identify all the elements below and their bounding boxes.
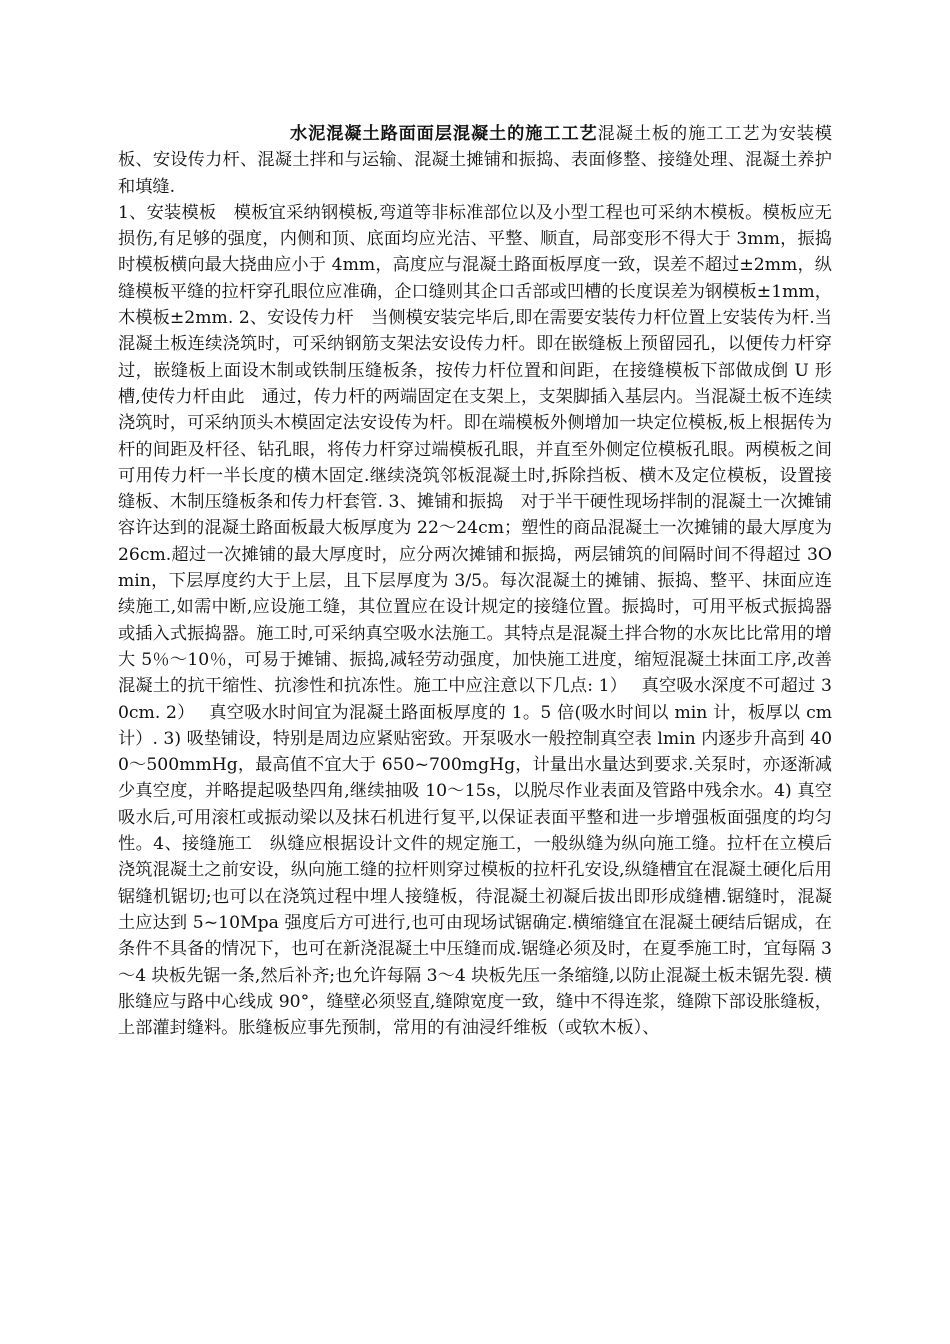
document-body: 1、安装模板 模板宜采纳钢模板,弯道等非标准部位以及小型工程也可采纳木模板。模板应无损伤,有足够的强度，内侧和顶、底面均应光洁、平整、顺直，局部变形不得大于 3mm，振捣时模板横向最大挠曲应小于 4mm，高度应与混凝土路面板厚度一致，误差不超过±2mm，纵缝模板平缝的拉杆穿孔眼位应准确，企口缝则其企口舌部或凹槽的长度误差为钢模板±1mm，木模板±2mm. 2、安设传力杆 当侧模安装完毕后,即在需要安装传力杆位置上安装传为杆.当混凝土板连续浇筑时，可采纳钢筋支架法安设传力杆。即在嵌缝板上预留园孔，以便传力杆穿过，嵌缝板上面设木制或铁制压缝板条，按传力杆位置和间距，在接缝模板下部做成倒 U 形槽,使传力杆由此 通过，传力杆的两端固定在支架上，支架脚插入基层内。当混凝土板不连续浇筑时，可采纳顶头木模固定法安设传为杆。即在端模板外侧增加一块定位模板,板上根据传为杆的间距及杆径、钻孔眼，将传力杆穿过端模板孔眼，并直至外侧定位模板孔眼。两模板之间可用传力杆一半长度的横木固定.继续浇筑邻板混凝土时,拆除挡板、横木及定位模板，设置接缝板、木制压缝板条和传力杆套管. 3、摊铺和振捣 对于半干硬性现场拌制的混凝土一次摊铺容许达到的混凝土路面板最大板厚度为 22～24cm；塑性的商品混凝土一次摊铺的最大厚度为 26cm.超过一次摊铺的最大厚度时，应分两次摊铺和振捣，两层铺筑的间隔时间不得超过 3Omin，下层厚度约大于上层，且下层厚度为 3/5。每次混凝土的摊铺、振捣、整平、抹面应连续施工,如需中断,应设施工缝，其位置应在设计规定的接缝位置。振捣时，可用平板式振捣器或插入式振捣器。施工时,可采纳真空吸水法施工。其特点是混凝土拌合物的水灰比比常用的增大 5％～10％，可易于摊铺、振捣,减轻劳动强度，加快施工进度，缩短混凝土抹面工序,改善混凝土的抗干缩性、抗渗性和抗冻性。施工中应注意以下几点: 1） 真空吸水深度不可超过 30cm. 2） 真空吸水时间宜为混凝土路面板厚度的 1。5 倍(吸水时间以 min 计，板厚以 cm 计）. 3) 吸垫铺设，特别是周边应紧贴密致。开泵吸水一般控制真空表 lmin 内逐步升高到 400～500mmHg，最高值不宜大于 650~700mgHg，计量出水量达到要求.关泵时，亦逐渐减少真空度，并略提起吸垫四角,继续抽吸 10～15s，以脱尽作业表面及管路中残余水。4) 真空吸水后,可用滚杠或振动梁以及抹石机进行复平,以保证表面平整和进一步增强板面强度的均匀性。4、接缝施工 纵缝应根据设计文件的规定施工，一般纵缝为纵向施工缝。拉杆在立模后浇筑混凝土之前安设，纵向施工缝的拉杆则穿过模板的拉杆孔安设,纵缝槽宜在混凝土硬化后用锯缝机锯切;也可以在浇筑过程中埋人接缝板，待混凝土初凝后拔出即形成缝槽.锯缝时，混凝土应达到 5~10Mpa 强度后方可进行,也可由现场试锯确定.横缩缝宜在混凝土硬结后锯成，在条件不具备的情况下，也可在新浇混凝土中压缝而成.锯缝必须及时，在夏季施工时，宜每隔 3～4 块板先锯一条,然后补齐;也允许每隔 3～4 块板先压一条缩缝,以防止混凝土板未锯先裂. 横胀缝应与路中心线成 90°，缝壁必须竖直,缝隙宽度一致，缝中不得连浆，缝隙下部设胀缝板，上部灌封缝料。胀缝板应事先预制，常用的有油浸纤维板（或软木板）、 <box>118 202 832 1039</box>
document-paragraph <box>118 121 832 200</box>
document-intro: 混凝土板的施工工艺为安装模板、安设传力杆、混凝土拌和与运输、混凝土摊铺和振捣、表面修整、接缝处理、混凝土养护和填缝. <box>118 124 832 197</box>
document-title: 水泥混凝土路面面层混凝土的施工工艺 <box>290 124 598 144</box>
document-page <box>118 121 832 1041</box>
